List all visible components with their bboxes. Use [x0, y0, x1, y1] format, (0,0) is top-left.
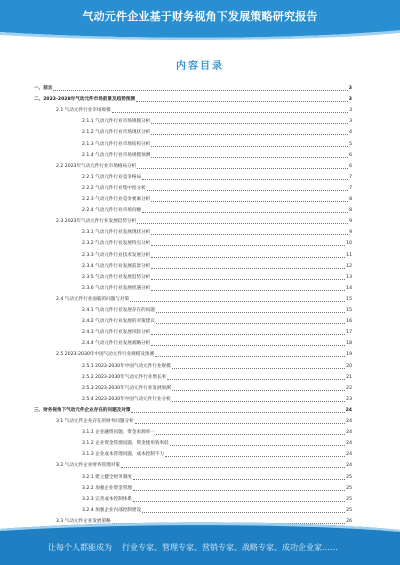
- toc-entry-label: 2.5.3 2023-2030年气动元件行业发展预测: [82, 385, 171, 391]
- toc-entry-label: 3.1.2 企业资金管理问题，资金使用效率低: [82, 441, 169, 447]
- toc-entry-label: 3.2.1 建立健全财务制度: [82, 474, 132, 480]
- toc-entry-page: 5: [349, 141, 352, 147]
- toc-entry-page: 15: [346, 308, 352, 313]
- toc-entry-label: 3.1.3 企业成本管理问题，成本控制不力: [82, 452, 165, 458]
- toc-entry[interactable]: [34, 228, 352, 236]
- toc-dot-leader: [142, 511, 345, 513]
- toc-entry[interactable]: [34, 473, 352, 481]
- toc-entry[interactable]: [34, 495, 352, 503]
- toc-dot-leader: [151, 344, 345, 346]
- toc-entry-label: 2.5 2023-2030年中国气动元件行业规模及预测: [56, 352, 155, 358]
- toc-dot-leader: [172, 367, 345, 369]
- toc-entry-label: 2.2 2023年气动元件行业市场格局分析: [56, 163, 137, 169]
- toc-entry[interactable]: [34, 128, 352, 136]
- toc-dot-leader: [151, 200, 348, 202]
- toc-entry-page: 24: [345, 407, 352, 413]
- toc-entry[interactable]: [34, 173, 352, 181]
- toc-entry-label: 2.2.3 气动元件行业竞争要素分析: [82, 197, 151, 202]
- toc-entry[interactable]: [34, 484, 352, 492]
- toc-entry-label: 二、2023-2028年气动元件市场前景及趋势预测: [34, 97, 135, 103]
- toc-dot-leader: [151, 267, 345, 269]
- toc-entry-page: 8: [349, 208, 352, 214]
- toc-entry[interactable]: [34, 406, 352, 414]
- toc-entry-page: 7: [349, 174, 352, 180]
- toc-entry-label: 2.3.1 气动元件行业发展现状分析: [82, 230, 151, 236]
- toc-entry[interactable]: [34, 95, 352, 103]
- toc-entry-label: 2.3 2023年气动元件行业发展趋势分析: [56, 219, 137, 225]
- toc-entry[interactable]: [34, 295, 352, 303]
- toc-entry[interactable]: [34, 450, 352, 458]
- toc-entry[interactable]: [34, 328, 352, 336]
- toc-entry[interactable]: [34, 306, 352, 314]
- toc-entry-page: 13: [346, 274, 352, 280]
- toc-entry-page: 18: [346, 341, 352, 347]
- toc-dot-leader: [133, 500, 345, 502]
- toc-entry-page: 3: [348, 97, 352, 103]
- toc-entry-label: 2.5.2 2023-2030年气动元件行业增长率: [82, 374, 167, 380]
- toc-dot-leader: [133, 478, 345, 480]
- toc-entry-page: 16: [346, 319, 352, 325]
- toc-entry-page: 25: [346, 485, 352, 491]
- toc-dot-leader: [53, 89, 347, 91]
- toc-entry-page: 10: [346, 241, 352, 247]
- toc-entry-label: 2.2.2 气动元件行业集中度分析: [82, 185, 146, 191]
- toc-entry-label: 2.5.1 2023-2030年中国气动元件行业规模: [82, 363, 171, 369]
- toc-entry-page: 26: [346, 518, 352, 524]
- toc-entry-page: 4: [349, 130, 352, 136]
- toc-dot-leader: [151, 145, 348, 147]
- toc-dot-leader: [151, 244, 345, 246]
- toc-dot-leader: [136, 100, 348, 102]
- toc-entry[interactable]: [34, 140, 352, 148]
- toc-entry-page: 22: [346, 385, 352, 391]
- toc-dot-leader: [151, 256, 345, 258]
- report-footer-banner: [0, 533, 400, 565]
- toc-entry-page: 25: [346, 507, 352, 513]
- toc-entry[interactable]: [34, 106, 352, 114]
- toc-entry[interactable]: [34, 251, 352, 259]
- toc-entry-page: 25: [346, 474, 352, 480]
- toc-entry[interactable]: [34, 439, 352, 447]
- toc-entry-page: 21: [346, 374, 352, 380]
- toc-entry[interactable]: [34, 217, 352, 225]
- toc-entry-label: 3.2.2 加强企业资金管理: [82, 485, 132, 491]
- toc-dot-leader: [151, 233, 348, 235]
- toc-entry-label: 2.3.5 气动元件行业发展趋势分析: [82, 274, 151, 280]
- toc-entry-label: 3.3 气动元件企业发展策略: [56, 518, 111, 524]
- toc-entry-page: 6: [349, 152, 352, 158]
- toc-entry[interactable]: [34, 184, 352, 192]
- toc-entry[interactable]: [34, 262, 352, 270]
- toc-entry-label: 2.3.2 气动元件行业发展特点分析: [82, 241, 151, 247]
- toc-entry-page: 15: [346, 296, 352, 302]
- toc-dot-leader: [170, 444, 345, 446]
- toc-entry-label: 3.2 气动元件企业财务管理对策: [56, 463, 120, 469]
- toc-entry-page: 17: [346, 330, 352, 336]
- toc-entry-label: 三、财务视角下气动元件企业存在的问题及对策: [34, 407, 131, 413]
- footer-slogan-right: 行业专家、管理专家、营销专家、战略专家、成功企业家……: [122, 543, 338, 552]
- toc-entry-label: 2.1.2 气动元件行业市场现状分析: [82, 130, 151, 136]
- toc-entry-page: 25: [346, 496, 352, 502]
- toc-entry-page: 11: [346, 252, 352, 258]
- toc-entry-label: 2.1 气动元件行业市场规模: [56, 108, 111, 114]
- toc-entry[interactable]: [34, 317, 352, 325]
- toc-entry-page: 3: [349, 119, 352, 125]
- toc-entry-label: 2.3.3 气动元件行业技术发展分析: [82, 252, 151, 258]
- toc-dot-leader: [137, 167, 348, 169]
- toc-dot-leader: [165, 455, 345, 457]
- toc-entry-label: 2.4.3 气动元件行业发展风险分析: [82, 330, 151, 336]
- toc-dot-leader: [156, 311, 345, 313]
- toc-entry[interactable]: [34, 461, 352, 469]
- toc-dot-leader: [156, 433, 345, 435]
- toc-entry-label: 2.2.4 气动元件行业市场份额: [82, 208, 142, 214]
- toc-dot-leader: [133, 489, 345, 491]
- toc-entry[interactable]: [34, 239, 352, 247]
- toc-entry-label: 3.2.3 完善成本控制体系: [82, 496, 132, 502]
- toc-dot-leader: [135, 422, 345, 424]
- toc-entry-page: 3: [349, 108, 352, 114]
- toc-dot-leader: [147, 189, 348, 191]
- toc-entry-page: 23: [346, 396, 352, 402]
- header-wave-decoration: [0, 26, 400, 40]
- toc-entry-page: 19: [346, 352, 352, 358]
- toc-entry-label: 2.5.4 2023-2030年中国气动元件行业分析: [82, 396, 171, 402]
- toc-dot-leader: [142, 178, 348, 180]
- toc-entry-page: 6: [349, 163, 352, 169]
- toc-entry[interactable]: [34, 373, 352, 381]
- toc-dot-leader: [112, 111, 348, 113]
- toc-title: 内容目录: [176, 61, 224, 72]
- toc-entry-label: 2.2.1 气动元件行业竞争格局: [82, 174, 142, 180]
- toc-entry[interactable]: [34, 117, 352, 125]
- toc-entry[interactable]: [34, 384, 352, 392]
- toc-entry[interactable]: [34, 417, 352, 425]
- toc-entry-label: 2.3.6 气动元件行业发展机遇分析: [82, 285, 151, 291]
- toc-entry[interactable]: [34, 206, 352, 214]
- toc-entry-label: 2.4.1 气动元件行业发展存在的问题: [82, 308, 155, 313]
- toc-entry-label: 3.1.1 企业融资问题，资金来源单一: [82, 430, 155, 436]
- toc-dot-leader: [151, 333, 345, 335]
- toc-entry[interactable]: [34, 84, 352, 92]
- toc-entry[interactable]: [34, 506, 352, 514]
- toc-entry[interactable]: [34, 395, 352, 403]
- toc-dot-leader: [156, 322, 345, 324]
- toc-entry-label: 2.4.2 气动元件行业发展的对策建议: [82, 319, 155, 325]
- toc-dot-leader: [151, 278, 345, 280]
- toc-dot-leader: [131, 411, 344, 413]
- toc-dot-leader: [167, 378, 345, 380]
- toc-dot-leader: [151, 289, 345, 291]
- toc-entry[interactable]: [34, 151, 352, 159]
- toc-entry[interactable]: [34, 350, 352, 358]
- toc-entry-label: 一、前言: [34, 86, 53, 91]
- toc-entry-label: 2.1.3 气动元件行业市场结构分析: [82, 141, 151, 147]
- toc-entry-page: 24: [346, 419, 352, 424]
- toc-entry-page: 24: [346, 441, 352, 447]
- toc-entry[interactable]: [34, 273, 352, 281]
- toc-entry[interactable]: [34, 162, 352, 170]
- toc-entry-page: 8: [349, 197, 352, 202]
- toc-entry-label: 2.4 气动元件行业面临的问题与对策: [56, 296, 130, 302]
- toc-entry-label: 3.2.4 加强企业内部控制建设: [82, 507, 142, 513]
- toc-entry-label: 2.4.4 气动元件行业发展战略分析: [82, 341, 151, 347]
- toc-dot-leader: [151, 156, 348, 158]
- table-of-contents: [34, 84, 352, 529]
- toc-entry-page: 24: [346, 452, 352, 458]
- toc-entry-label: 3.1 气动元件企业存在的财务问题分析: [56, 419, 134, 424]
- toc-dot-leader: [155, 355, 345, 357]
- toc-entry-page: 20: [346, 363, 352, 369]
- toc-entry-page: 9: [349, 230, 352, 236]
- toc-entry-page: 9: [349, 219, 352, 225]
- report-title: 气动元件企业基于财务视角下发展策略研究报告: [82, 10, 318, 23]
- toc-entry-label: 2.3.4 气动元件行业发展前景分析: [82, 263, 151, 269]
- toc-dot-leader: [137, 222, 348, 224]
- toc-dot-leader: [121, 466, 345, 468]
- toc-entry-label: 2.1.1 气动元件行业市场规模分析: [82, 119, 151, 125]
- toc-entry-label: 2.1.4 气动元件行业市场规模预测: [82, 152, 151, 158]
- toc-entry[interactable]: [34, 339, 352, 347]
- toc-dot-leader: [130, 300, 345, 302]
- toc-entry-page: 24: [346, 463, 352, 469]
- toc-entry[interactable]: [34, 362, 352, 370]
- toc-dot-leader: [142, 211, 348, 213]
- toc-dot-leader: [172, 389, 345, 391]
- toc-entry-page: 12: [346, 263, 352, 269]
- toc-entry[interactable]: [34, 428, 352, 436]
- toc-entry[interactable]: [34, 284, 352, 292]
- toc-entry[interactable]: [34, 195, 352, 203]
- toc-entry-page: 14: [346, 285, 352, 291]
- toc-dot-leader: [151, 133, 348, 135]
- toc-entry-page: 7: [349, 185, 352, 191]
- toc-dot-leader: [172, 400, 345, 402]
- toc-entry-page: 24: [346, 430, 352, 436]
- footer-slogan-left: 让每个人都能成为: [48, 543, 112, 552]
- toc-dot-leader: [151, 122, 348, 124]
- toc-entry-page: 3: [348, 86, 352, 91]
